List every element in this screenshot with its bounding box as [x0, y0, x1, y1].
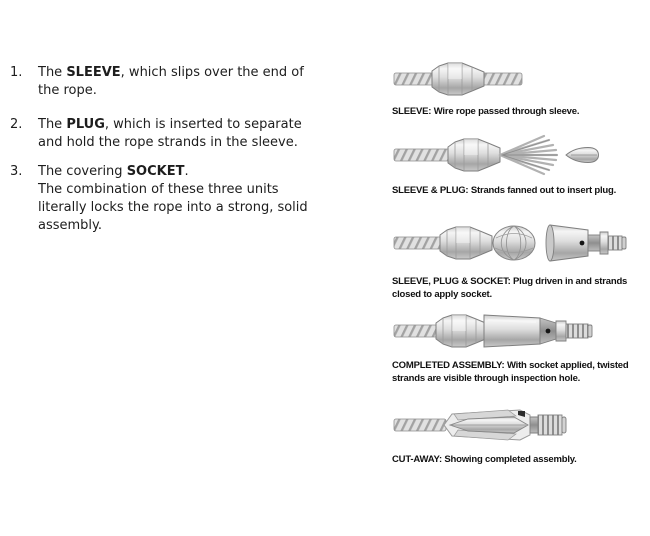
- list-item-number: 1.: [10, 65, 23, 80]
- rope-through-sleeve-illustration: [392, 56, 524, 102]
- fanned-strands-shading: [502, 140, 557, 170]
- list-item-text-body: The combination of these three units literally locks the rope into a strong, solid assembly.: [38, 182, 308, 233]
- socket-applied: [484, 315, 592, 347]
- sleeve-plug-socket-illustration: [392, 214, 630, 272]
- closed-strand-bulb: [493, 226, 535, 260]
- threaded-stud: [538, 415, 562, 435]
- wire-rope: [394, 419, 446, 431]
- figure-caption: [392, 360, 650, 385]
- sleeve-part: [432, 63, 484, 95]
- figure-caption-label: CUT-AWAY:: [392, 454, 442, 465]
- figure-caption: [392, 276, 650, 301]
- list-item-text-post: , which is inserted to separate and hold the rope strands in the sleeve.: [38, 117, 302, 150]
- list-item-text-pre: The: [38, 117, 67, 132]
- instruction-list: [10, 0, 328, 235]
- figure-cut-away: [392, 400, 650, 467]
- wire-rope: [394, 149, 452, 161]
- list-item-text: [38, 163, 312, 235]
- figure-column: [392, 56, 650, 467]
- list-item-term: SOCKET: [126, 164, 185, 179]
- wire-rope: [394, 237, 442, 249]
- figure-caption: [392, 185, 650, 198]
- cut-away-assembly: [444, 410, 566, 440]
- list-item-text-pre: The covering: [38, 164, 127, 179]
- list-item-text: [38, 116, 312, 152]
- socket-part: [546, 225, 626, 261]
- list-item-text: [38, 64, 312, 100]
- figure-sleeve-plug: [392, 129, 650, 198]
- figure-sleeve: [392, 56, 650, 119]
- list-item-text-post: , which slips over the end of the rope.: [38, 65, 304, 98]
- sleeve-part: [448, 139, 500, 171]
- list-item-plug: [10, 116, 328, 152]
- figure-caption-text: Showing completed assembly.: [444, 454, 577, 465]
- figure-caption-label: SLEEVE, PLUG & SOCKET:: [392, 276, 511, 287]
- figure-completed-assembly: [392, 306, 650, 385]
- completed-assembly-illustration: [392, 306, 600, 356]
- figure-caption: [392, 106, 650, 119]
- threaded-stud: [608, 236, 622, 250]
- sleeve-part: [440, 227, 492, 259]
- list-item-socket: [10, 163, 328, 235]
- inspection-hole: [580, 241, 585, 246]
- sleeve-and-plug-illustration: [392, 129, 604, 181]
- list-item-text-pre: The: [38, 65, 67, 80]
- sleeve-part: [436, 315, 488, 347]
- figure-caption-label: COMPLETED ASSEMBLY:: [392, 360, 505, 371]
- figure-caption-text: Strands fanned out to insert plug.: [470, 184, 617, 196]
- list-item-number: 2.: [10, 117, 23, 132]
- list-item-text-post: .: [184, 164, 189, 179]
- wire-rope: [394, 325, 442, 337]
- threaded-stud: [566, 324, 588, 338]
- figure-caption-label: SLEEVE:: [392, 106, 432, 117]
- figure-caption: [392, 454, 650, 467]
- cut-away-illustration: [392, 400, 600, 450]
- figure-caption-text: Plug driven in and strands closed to apply socket.: [392, 276, 628, 300]
- figure-caption-text: With socket applied, twisted strands are visible through inspection hole.: [392, 360, 629, 384]
- list-item-sleeve: [10, 64, 328, 100]
- list-item-number: 3.: [10, 164, 23, 179]
- list-item-term: SLEEVE: [66, 65, 121, 80]
- inspection-hole: [546, 329, 551, 334]
- figure-sleeve-plug-socket: [392, 214, 650, 301]
- list-item-term: PLUG: [66, 117, 105, 132]
- figure-caption-text: Wire rope passed through sleeve.: [433, 106, 580, 117]
- figure-caption-label: SLEEVE & PLUG:: [392, 184, 469, 196]
